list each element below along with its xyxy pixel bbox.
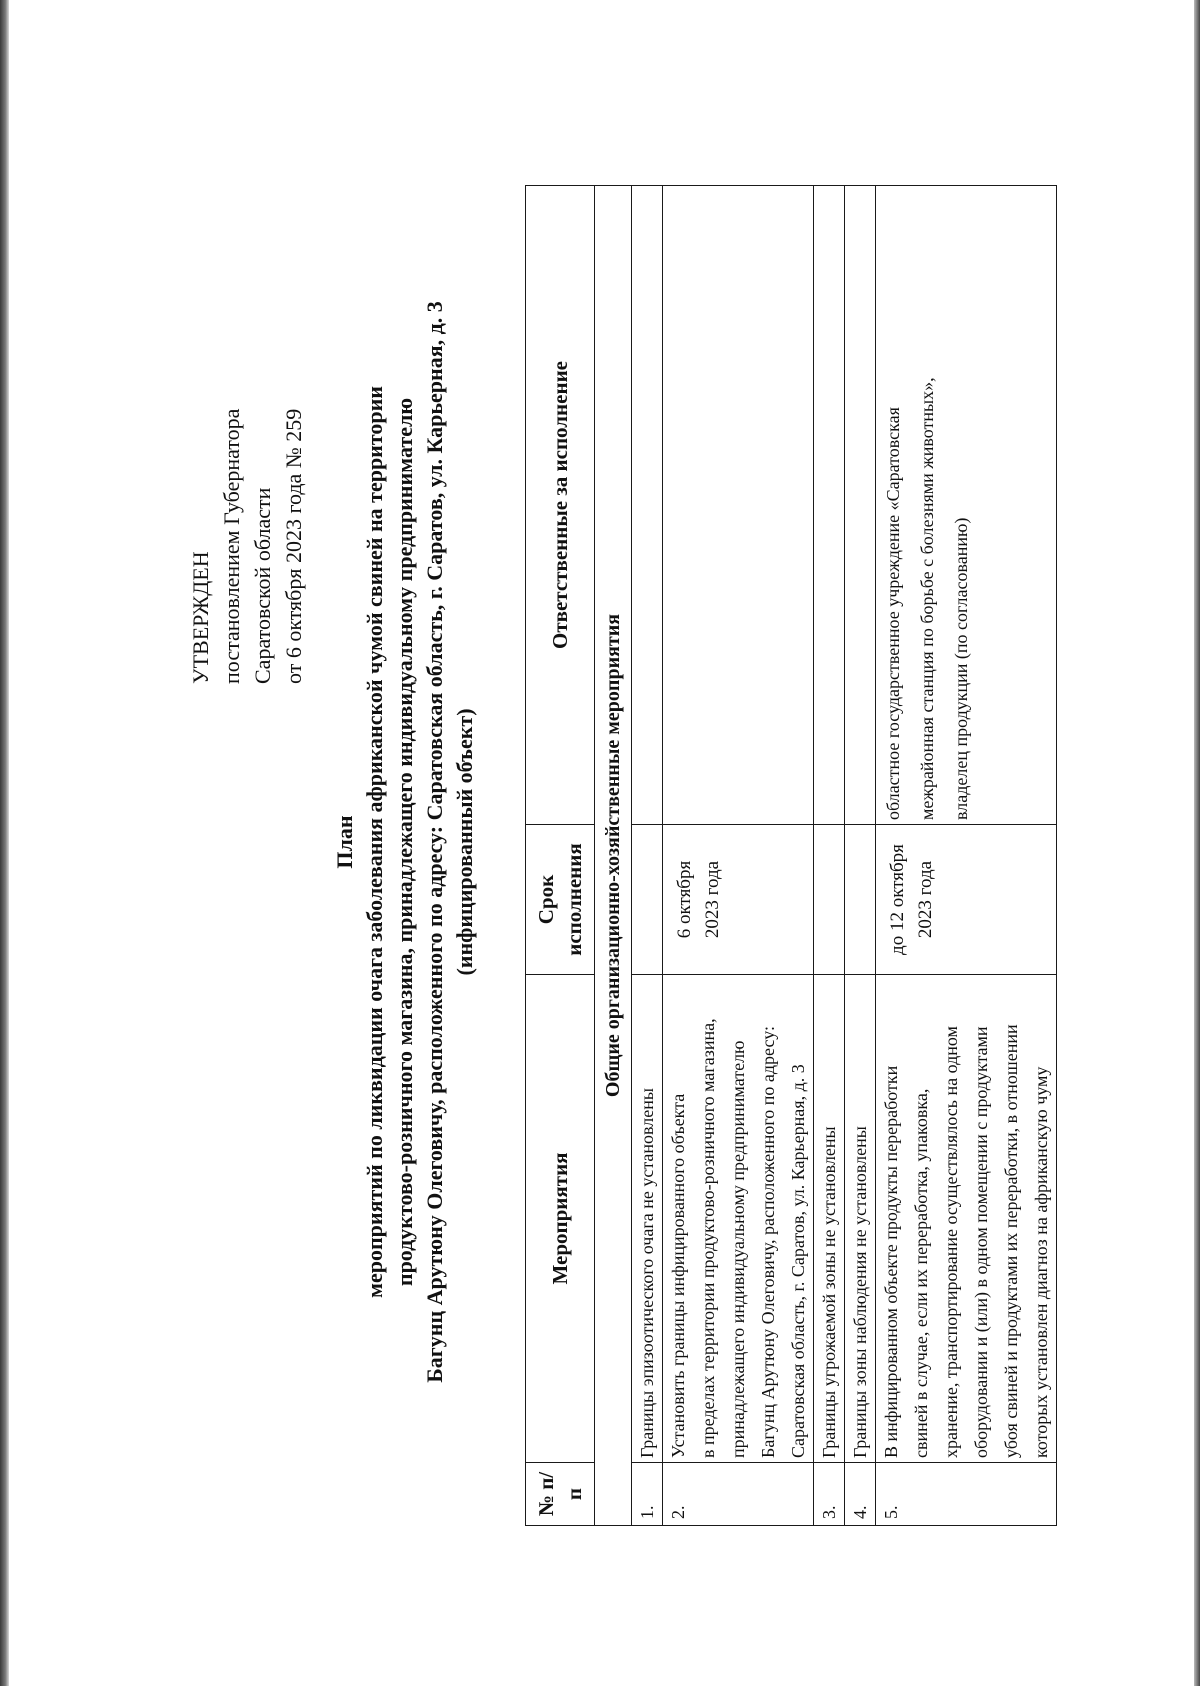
row-responsible xyxy=(663,186,814,825)
header-responsible: Ответственные за исполнение xyxy=(526,186,595,825)
measure-line: Границы угрожаемой зоны не установлены xyxy=(819,1126,839,1458)
row-deadline xyxy=(663,825,814,975)
header-measures: Мероприятия xyxy=(526,975,595,1463)
table-row xyxy=(814,186,845,1526)
approval-line: УТВЕРЖДЕН xyxy=(188,551,213,684)
title-line: мероприятий по ликвидации очага заболевания африканской чумой свиней на территории xyxy=(362,386,387,1298)
measure-line: В инфицированном объекте продукты переработки xyxy=(881,1065,901,1458)
responsible-line: областное государственное учреждение «Саратовская xyxy=(883,407,903,820)
row-number: 3. xyxy=(814,1463,845,1526)
section-row xyxy=(595,186,632,1526)
row-responsible xyxy=(876,186,1057,825)
row-measure xyxy=(876,975,1057,1463)
approval-line: постановлением Губернатора xyxy=(219,408,244,684)
section-title: Общие организационно-хозяйственные мероприятия xyxy=(595,186,632,1526)
header-deadline: Срок исполнения xyxy=(526,825,595,975)
title-line: Багунц Арутюну Олеговичу, расположенного по адресу: Саратовская область, г. Саратов, ул. Карьерная, д. 3 xyxy=(422,301,447,1383)
measure-line: Установить границы инфицированного объекта xyxy=(668,1093,688,1458)
row-responsible xyxy=(632,186,663,825)
table-row xyxy=(845,186,876,1526)
table-body xyxy=(595,186,1057,1526)
document-title xyxy=(330,117,480,1567)
measure-line: Саратовская область, г. Саратов, ул. Карьерная, д. 3 xyxy=(788,1064,808,1458)
row-measure xyxy=(814,975,845,1463)
row-measure xyxy=(663,975,814,1463)
header-num: № п/п xyxy=(526,1463,595,1526)
row-responsible xyxy=(845,186,876,825)
measure-line: убоя свиней и продуктами их переработки, в отношении xyxy=(1001,1024,1021,1458)
table-row xyxy=(663,186,814,1526)
approval-line: Саратовской области xyxy=(250,487,275,684)
row-number: 5. xyxy=(876,1463,1057,1526)
measure-line: принадлежащего индивидуальному предпринимателю xyxy=(728,1040,748,1458)
row-measure xyxy=(632,975,663,1463)
measure-line: в пределах территории продуктово-розничного магазина, xyxy=(698,1018,718,1458)
measure-line: Границы зоны наблюдения не установлены xyxy=(850,1126,870,1458)
row-deadline xyxy=(845,825,876,975)
measures-table xyxy=(525,185,1057,1526)
measure-line: Границы эпизоотического очага не установлены xyxy=(637,1088,657,1458)
deadline-line: 2023 года xyxy=(915,860,936,939)
title-line: (инфицированный объект) xyxy=(452,708,477,976)
approval-line: от 6 октября 2023 года № 259 xyxy=(281,408,306,684)
row-deadline xyxy=(632,825,663,975)
measure-line: свиней в случае, если их переработка, упаковка, xyxy=(911,1088,931,1458)
responsible-line: межрайонная станция по борьбе с болезнями животных», xyxy=(917,377,937,820)
responsible-line: владелец продукции (по согласованию) xyxy=(951,517,971,820)
measure-line: которых установлен диагноз на африканскую чуму xyxy=(1031,1066,1051,1458)
deadline-line: 2023 года xyxy=(702,860,723,939)
table-header-row xyxy=(526,186,595,1526)
row-number: 1. xyxy=(632,1463,663,1526)
row-number: 2. xyxy=(663,1463,814,1526)
table-row xyxy=(876,186,1057,1526)
title-heading: План xyxy=(332,815,357,869)
deadline-line: 6 октября xyxy=(674,860,695,939)
row-responsible xyxy=(814,186,845,825)
deadline-line: до 12 октября xyxy=(887,844,908,955)
measure-line: Багунц Арутюну Олеговичу, расположенного по адресу: xyxy=(758,1026,778,1458)
approval-stamp xyxy=(185,409,309,684)
measure-line: хранение, транспортирование осуществлялось на одном xyxy=(941,1026,961,1458)
row-number: 4. xyxy=(845,1463,876,1526)
row-deadline xyxy=(876,825,1057,975)
row-measure xyxy=(845,975,876,1463)
measure-line: оборудовании и (или) в одном помещении с продуктами xyxy=(971,1026,991,1458)
table-row xyxy=(632,186,663,1526)
title-line: продуктово-розничного магазина, принадлежащего индивидуальному предпринимателю xyxy=(392,397,417,1287)
row-deadline xyxy=(814,825,845,975)
